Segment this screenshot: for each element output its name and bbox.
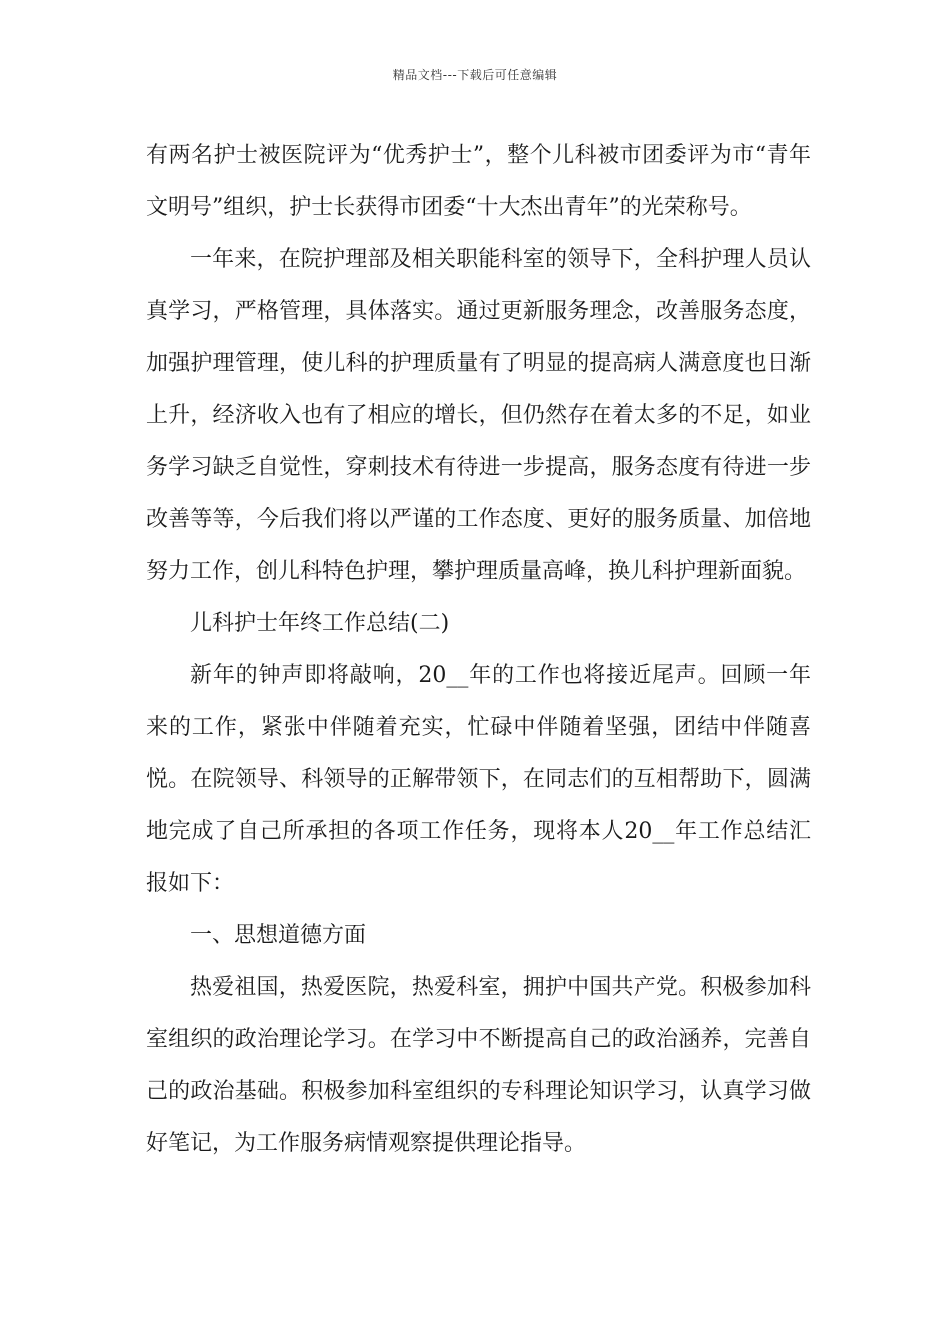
page-header: 精品文档---下载后可任意编辑 [392,68,558,82]
document-body [146,130,811,1170]
paragraph-honors: 有两名护士被医院评为“优秀护士”，整个儿科被市团委评为市“青年文明号”组织，护士长获得市团委“十大杰出青年”的光荣称号。 [146,143,811,220]
section-heading-ideology: 一、思想道德方面 [190,923,367,948]
paragraph-year-summary: 一年来，在院护理部及相关职能科室的领导下，全科护理人员认真学习，严格管理，具体落实。通过更新服务理念，改善服务态度，加强护理管理，使儿科的护理质量有了明显的提高病人满意度也日渐上升，经济收入也有了相应的增长，但仍然存在着太多的不足，如业务学习缺乏自觉性，穿刺技术有待进一步提高，服务态度有待进一步改善等等，今后我们将以严谨的工作态度、更好的服务质量、加倍地努力工作，创儿科特色护理，攀护理质量高峰，换儿科护理新面貌。 [146,247,811,584]
section-title: 儿科护士年终工作总结(二) [190,611,450,636]
paragraph-intro: 新年的钟声即将敲响，20__年的工作也将接近尾声。回顾一年来的工作，紧张中伴随着充实，忙碌中伴随着坚强，团结中伴随喜悦。在院领导、科领导的正解带领下，在同志们的互相帮助下，圆满地完成了自己所承担的各项工作任务，现将本人20__年工作总结汇报如下： [146,663,811,896]
paragraph-ideology: 热爱祖国，热爱医院，热爱科室，拥护中国共产党。积极参加科室组织的政治理论学习。在学习中不断提高自己的政治涵养，完善自己的政治基础。积极参加科室组织的专科理论知识学习，认真学习做好笔记，为工作服务病情观察提供理论指导。 [146,975,811,1156]
